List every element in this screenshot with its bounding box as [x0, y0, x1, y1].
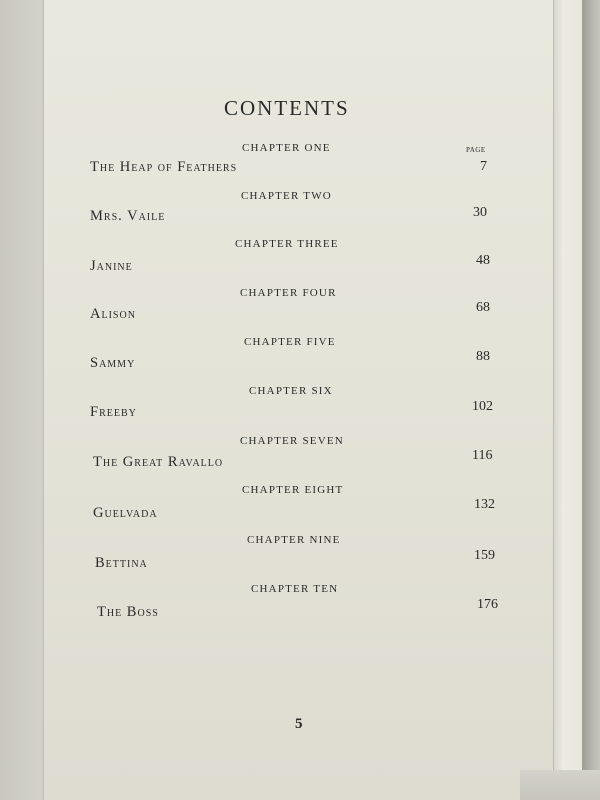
chapter-page-number: 132	[474, 497, 495, 512]
contents-heading: CONTENTS	[224, 96, 350, 120]
chapter-page-number: 116	[472, 448, 493, 463]
chapter-label: CHAPTER SIX	[249, 385, 333, 397]
chapter-label: CHAPTER FIVE	[244, 336, 336, 348]
chapter-page-number: 159	[474, 548, 495, 563]
chapter-page-number: 176	[477, 597, 498, 612]
book-cover-edge	[582, 0, 600, 800]
chapter-label: CHAPTER TWO	[241, 190, 332, 202]
left-background	[0, 0, 46, 800]
chapter-title: Freeby	[90, 404, 137, 420]
chapter-page-number: 88	[476, 349, 490, 364]
book-cover-board	[553, 0, 584, 775]
chapter-title: The Heap of Feathers	[90, 159, 238, 175]
chapter-label: CHAPTER FOUR	[240, 287, 337, 299]
chapter-title: The Great Ravallo	[93, 454, 224, 470]
chapter-page-number: 68	[476, 300, 490, 315]
chapter-label: CHAPTER ONE	[242, 142, 331, 154]
chapter-title: The Boss	[97, 604, 159, 620]
chapter-page-number: 102	[472, 399, 493, 414]
chapter-label: CHAPTER NINE	[247, 534, 341, 546]
chapter-label: CHAPTER TEN	[251, 583, 339, 595]
chapter-title: Alison	[90, 306, 136, 322]
chapter-label: CHAPTER SEVEN	[240, 435, 344, 447]
chapter-page-number: 48	[476, 253, 490, 268]
chapter-title: Mrs. Vaile	[90, 208, 166, 224]
book-cover-corner	[520, 770, 600, 800]
chapter-page-number: 7	[480, 159, 487, 174]
page-column-label: PAGE	[466, 146, 486, 154]
chapter-page-number: 30	[473, 205, 487, 220]
chapter-title: Sammy	[90, 355, 136, 371]
chapter-label: CHAPTER THREE	[235, 238, 339, 250]
chapter-label: CHAPTER EIGHT	[242, 484, 344, 496]
chapter-title: Guelvada	[93, 505, 158, 521]
chapter-title: Janine	[90, 258, 133, 274]
chapter-title: Bettina	[95, 555, 148, 571]
page-folio-number: 5	[295, 716, 303, 732]
